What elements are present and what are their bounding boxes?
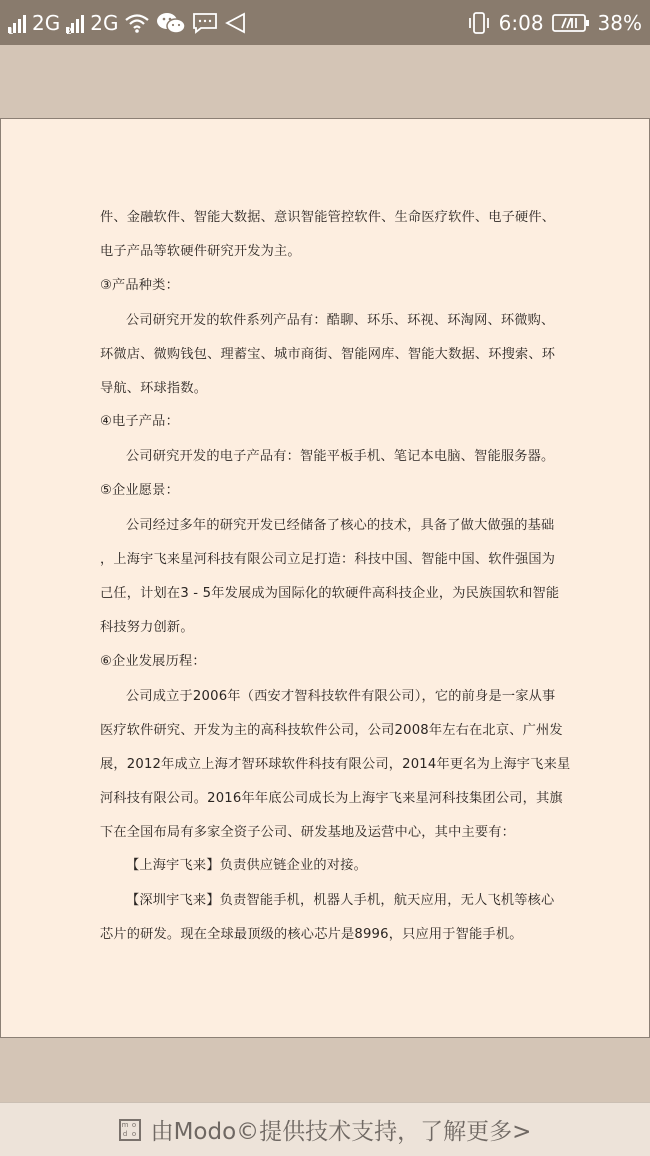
doc-line: 电子产品等软硬件研究开发为主。 <box>100 244 301 259</box>
status-bar <box>0 0 650 45</box>
doc-line: 公司研究开发的电子产品有：智能平板手机、笔记本电脑、智能服务器。 <box>126 449 555 464</box>
doc-line: 导航、环球指数。 <box>100 381 208 396</box>
modo-support-link[interactable] <box>0 1102 650 1156</box>
vibrate-icon <box>467 11 491 35</box>
modo-logo-icon: m o d o <box>119 1119 141 1141</box>
doc-line: 【深圳宇飞来】负责智能手机，机器人手机，航天应用，无人飞机等核心 <box>126 893 555 908</box>
signal-icon <box>8 13 26 37</box>
doc-line: 下在全国布局有多家全资子公司、研发基地及运营中心，其中主要有： <box>100 825 516 840</box>
doc-line: 环微店、微购钱包、理蓄宝、城市商街、智能网库、智能大数据、环搜索、环 <box>100 347 556 362</box>
section-heading: ⑥企业发展历程： <box>100 654 206 669</box>
doc-line: 河科技有限公司。2016年年底公司成长为上海宇飞来星河科技集团公司，其旗 <box>100 791 563 806</box>
battery-icon <box>552 12 590 34</box>
section-heading: ⑤企业愿景： <box>100 483 179 498</box>
doc-line: 展，2012年成立上海才智环球软件科技有限公司，2014年更名为上海宇飞来星 <box>100 757 571 772</box>
volume-icon <box>224 12 248 34</box>
modo-support-text[interactable]: 由Modo©提供技术支持，了解更多> <box>150 1119 532 1145</box>
doc-line: 【上海宇飞来】负责供应链企业的对接。 <box>126 858 367 873</box>
battery-percent: 38% <box>597 10 642 35</box>
section-heading: ③产品种类： <box>100 278 179 293</box>
wifi-icon <box>124 12 150 34</box>
message-icon <box>192 12 218 34</box>
doc-line: ，上海宇飞来星河科技有限公司立足打造：科技中国、智能中国、软件强国为 <box>100 552 556 567</box>
doc-line: 医疗软件研究、开发为主的高科技软件公司，公司2008年左右在北京、广州发 <box>100 723 563 738</box>
signal-icon <box>66 13 84 37</box>
network-type-2: 2G <box>90 10 119 35</box>
doc-line: 件、金融软件、智能大数据、意识智能管控软件、生命医疗软件、电子硬件、 <box>100 210 556 225</box>
doc-line: 公司研究开发的软件系列产品有：酷聊、环乐、环视、环淘网、环微购、 <box>126 313 555 328</box>
doc-line: 己任，计划在3 - 5年发展成为国际化的软硬件高科技企业，为民族国软和智能 <box>100 586 560 601</box>
doc-line: 公司成立于2006年（西安才智科技软件有限公司），它的前身是一家从事 <box>126 689 556 704</box>
doc-line: 芯片的研发。现在全球最顶级的核心芯片是8996，只应用于智能手机。 <box>100 927 523 942</box>
document-page <box>0 118 650 1038</box>
doc-line: 公司经过多年的研究开发已经储备了核心的技术，具备了做大做强的基础 <box>126 518 555 533</box>
network-type-1: 2G <box>32 10 61 35</box>
wechat-icon <box>156 11 186 35</box>
sim2-label: 2 <box>66 26 72 37</box>
clock: 6:08 <box>498 10 544 35</box>
sim1-label: 1 <box>8 26 14 37</box>
doc-line: 科技努力创新。 <box>100 620 194 635</box>
section-heading: ④电子产品： <box>100 414 179 429</box>
